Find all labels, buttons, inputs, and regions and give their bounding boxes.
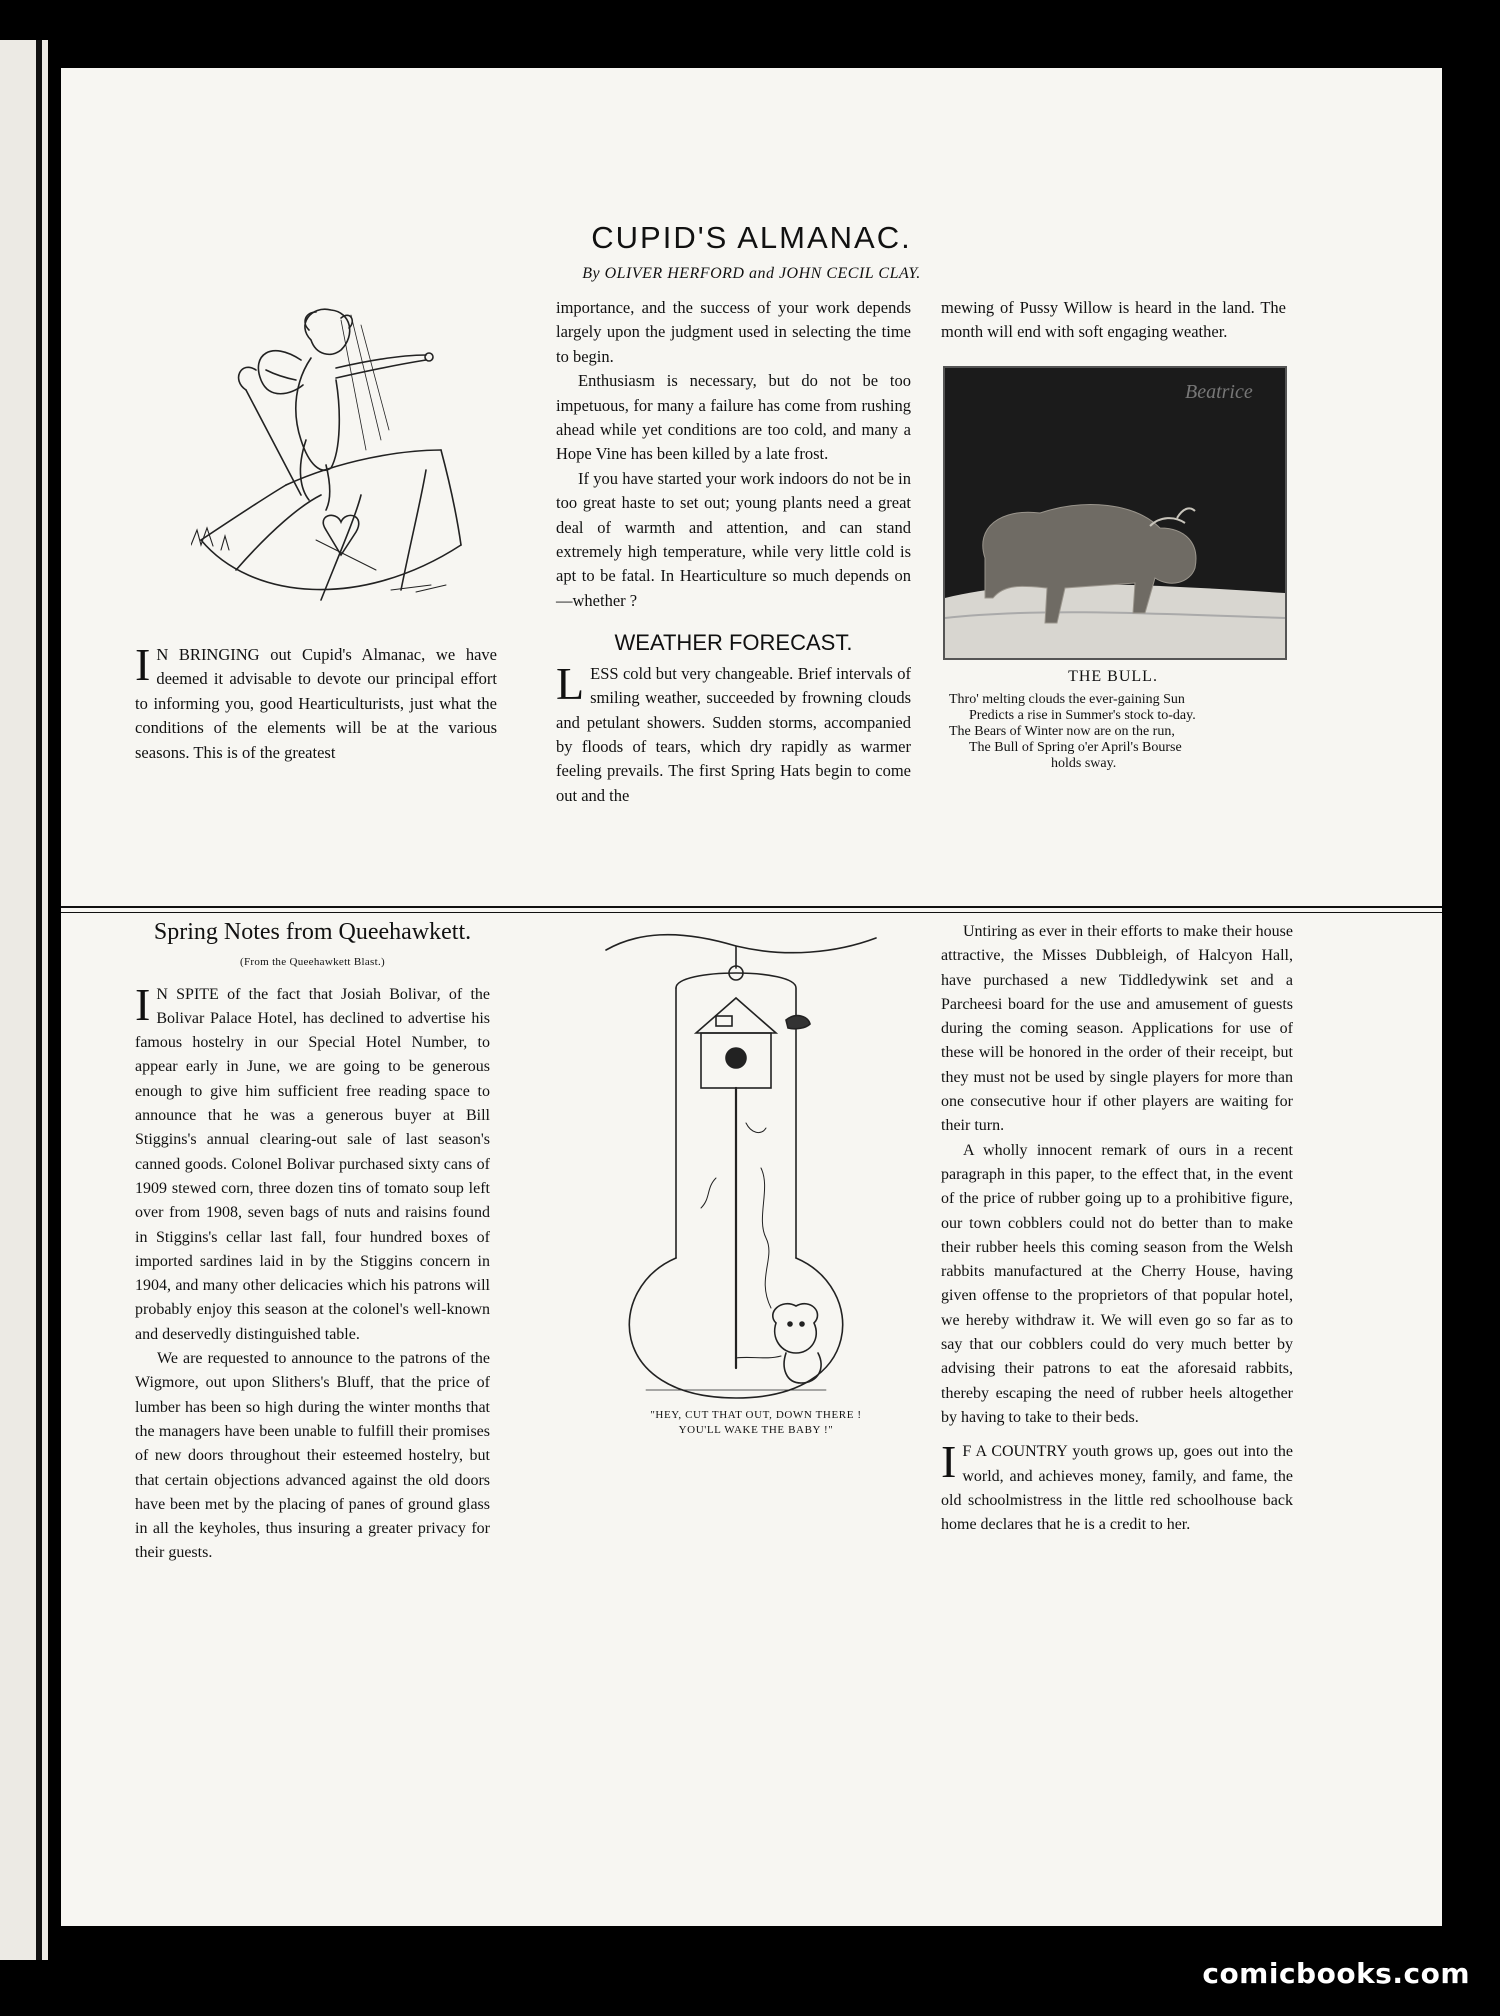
site-watermark: comicbooks.com: [1202, 1957, 1470, 1990]
dropcap-letter: L: [556, 657, 585, 709]
intro-paragraph: N BRINGING out Cupid's Almanac, we have deemed it advisable to devote our principal effort to informing you, good Hearticulturists, just what the conditions of the elements will be at the various seasons. This is of the greatest: [135, 645, 497, 762]
poem-line: holds sway.: [1051, 756, 1117, 771]
byline: By OLIVER HERFORD and JOHN CECIL CLAY.: [582, 265, 921, 282]
spring-notes-column-1: [135, 920, 490, 1566]
poem-line: Thro' melting clouds the ever-gaining Sun: [949, 692, 1185, 707]
paragraph: mewing of Pussy Willow is heard in the land. The month will end with soft engaging weather.: [941, 298, 1286, 342]
weather-forecast-heading: WEATHER FORECAST.: [614, 630, 853, 656]
section-divider: [61, 912, 1442, 913]
dropcap-letter: I: [135, 978, 151, 1030]
weather-paragraph: ESS cold but very changeable. Brief intervals of smiling weather, succeeded by frowning clouds and petulant showers. Sudden storms, accompanied by floods of tears, which dry rapidly as warmer feeling prevails. The first Spring Hats begin to come out and the: [556, 663, 911, 805]
dropcap-letter: I: [135, 639, 151, 690]
bull-caption: THE BULL.: [1068, 668, 1158, 685]
poem-line: Predicts a rise in Summer's stock to-day.: [969, 708, 1196, 723]
poem-line: The Bull of Spring o'er April's Bourse: [969, 740, 1182, 755]
page-title: CUPID'S ALMANAC.: [591, 220, 912, 255]
paragraph: Untiring as ever in their efforts to make their house attractive, the Misses Dubbleigh, of Halcyon Hall, have purchased a new Tiddledywink set and a Parcheesi board for the use and amusement of guests during the coming season. Applications for use of these will be honored in the order of their receipt, but they must not be used by single players for more than one consecutive hour if other players are waiting for their turn.: [941, 923, 1293, 1135]
spring-notes-heading: Spring Notes from Queehawkett.: [153, 919, 472, 945]
dropcap-letter: I: [941, 1436, 957, 1488]
paragraph: We are requested to announce to the patrons of the Wigmore, out upon Slithers's Bluff, that the price of lumber has been so high during the winter months that the managers have been unable to fulfill their promises of new doors throughout their esteemed hostelry, but that certain objections advanced against the old doors have been met by the placing of panes of ground glass in all the keyholes, thus insuring a greater privacy for their guests.: [135, 1350, 490, 1562]
almanac-column-3: [941, 296, 1286, 345]
bull-illustration: [945, 368, 1285, 658]
almanac-intro: [135, 639, 497, 765]
caption-line: "HEY, CUT THAT OUT, DOWN THERE !: [650, 1409, 862, 1421]
paragraph: N SPITE of the fact that Josiah Bolivar, of the Bolivar Palace Hotel, has declined to advertise his famous hostelry in our Special Hotel Number, to appear early in June, we are going to be generous enough to give him sufficient free reading space to announce that he was a generous buyer at Bill Stiggins's annual clearing-out sale of last season's canned goods. Colonel Bolivar purchased sixty cans of 1909 stewed corn, three dozen tins of tomato soup left over from 1908, seven bags of nuts and raisins found in Stiggins's cellar last fall, four hundred boxes of imported sardines laid in by the Stiggins concern in 1904, and many other delicacies which his patrons will probably enjoy this season at the colonel's well-known and deservedly distinguished table.: [135, 985, 490, 1343]
source-line: (From the Queehawkett Blast.): [240, 956, 385, 969]
paragraph: Enthusiasm is necessary, but do not be too impetuous, for many a failure has come from rushing ahead while yet conditions are too cold, and many a Hope Vine has been killed by a late frost.: [556, 371, 911, 464]
paragraph: A wholly innocent remark of ours in a recent paragraph in this paper, to the effect that, in the event of the price of rubber going up to a prohibitive figure, our town cobblers could not do better than to make their rubber heels this coming season from the Welsh rabbits manufactured at the Cherry House, having given offense to the proprietors of that popular hotel, we hereby withdraw it. We will even go so far as to say that our cobblers could do very much better by advising their patrons to eat the aforesaid rabbits, thereby escaping the need of rubber heels altogether by having to take to their beds.: [941, 1141, 1293, 1426]
adjacent-page-edge: [0, 40, 48, 1960]
poem-line: The Bears of Winter now are on the run,: [949, 724, 1175, 739]
paragraph: F A COUNTRY youth grows up, goes out into the world, and achieves money, family, and fame, the old schoolmistress in the little red schoolhouse back home declares that he is a credit to her.: [941, 1443, 1293, 1534]
paragraph: If you have started your work indoors do not be in too great haste to set out; young plants need a great deal of warmth and attention, and can stand extremely high temperature, while very little cold is apt to be fatal. In Hearticulture so much depends on—whether ?: [556, 468, 911, 610]
almanac-column-2: [556, 296, 911, 808]
bull-poem: [943, 692, 1303, 772]
caption-line: YOU'LL WAKE THE BABY !": [678, 1424, 834, 1436]
spring-notes-column-3: [941, 920, 1293, 1537]
artist-signature: Beatrice: [1185, 381, 1253, 403]
bull-picture: [943, 366, 1287, 660]
section-divider: [61, 906, 1442, 908]
paragraph: importance, and the success of your work depends largely upon the judgment used in selecting the time to begin.: [556, 298, 911, 366]
cupid-umbrella-illustration: [191, 300, 491, 630]
illustration-caption: [586, 1408, 926, 1438]
magazine-page: [61, 68, 1442, 1926]
thermometer-birdhouse-illustration: [586, 928, 926, 1408]
